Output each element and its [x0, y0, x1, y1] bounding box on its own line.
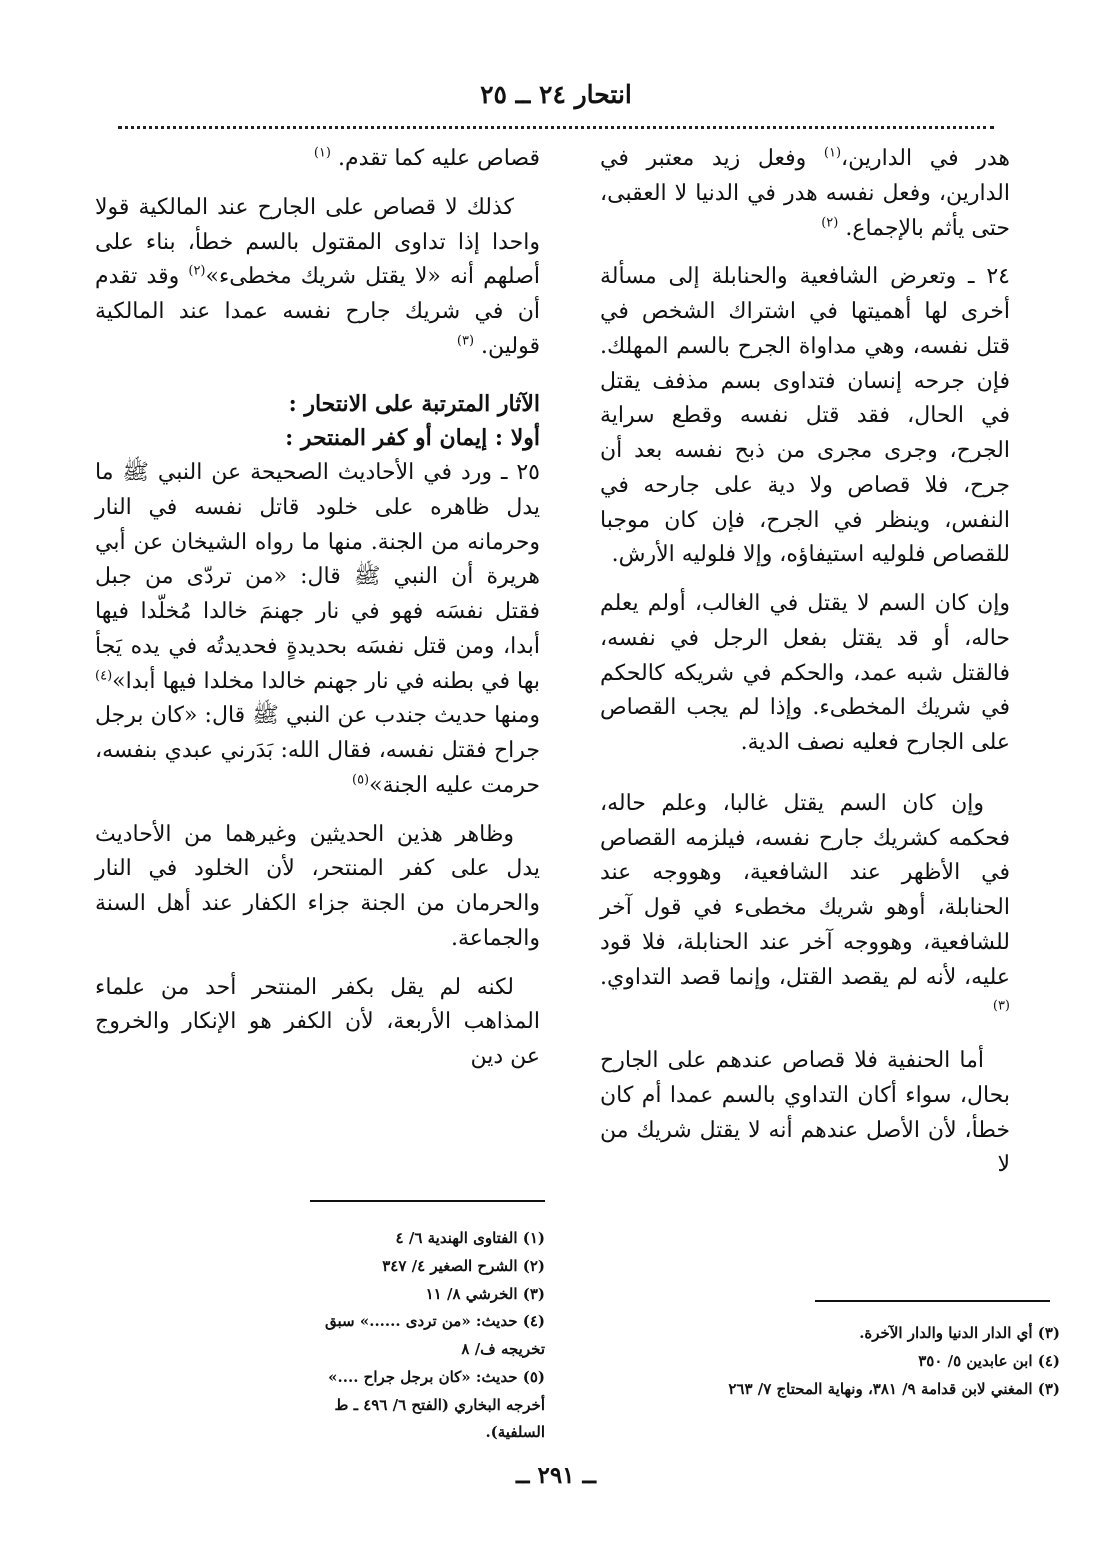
- paragraph: لكنه لم يقل بكفر المنتحر أحد من علماء المذاهب الأربعة، لأن الكفر هو الإنكار والخروج عن دين: [95, 974, 540, 1069]
- paragraph: وإن كان السم يقتل غالبا، وعلم حاله، فحكمه كشريك جارح نفسه، فيلزمه القصاص في الأظهر عند الشافعية، وهووجه عند الحنابلة، أوهو شريك مخطىء في قول آخر للشافعية، وهووجه آخر عند الحنابلة، فلا قود عليه، لأنه لم يقصد القتل، وإنما قصد التداوي. $^{(٣)}$: [600, 790, 1010, 1014]
- footnote-ref: (٤): [95, 668, 113, 684]
- footnote-rule-left: [310, 1200, 545, 1202]
- footnotes-right: [655, 1320, 1060, 1403]
- section-heading: الآثار المترتبة على الانتحار :: [288, 390, 540, 417]
- footnotes-left: [320, 1225, 545, 1447]
- paragraph: وظاهر هذين الحديثين وغيرهما من الأحاديث يدل على كفر المنتحر، لأن الخلود في النار والحرمان من الجنة جزاء الكفار عند أهل السنة والجماعة.: [95, 821, 540, 951]
- left-column: [95, 142, 540, 1089]
- footnote: (٤) حديث: «من تردى ......» سبق تخريجه ف/ ٨: [325, 1312, 545, 1358]
- paragraph: هدر في الدارين،$^{(١)}$ وفعل زيد معتبر في الدارين، وفعل نفسه هدر في الدنيا لا العقبى، حتى يأثم بالإجماع. $^{(٢)}$: [600, 145, 1011, 241]
- footnote-ref: (٣): [992, 998, 1010, 1014]
- header-dotted-rule: [118, 126, 994, 129]
- right-column: [600, 142, 1010, 1197]
- footnote: (١) الفتاوى الهندية ٦/ ٤: [395, 1229, 545, 1247]
- footnote: (٣) المغني لابن قدامة ٩/ ٣٨١، ونهاية المحتاج ٧/ ٢٦٣: [728, 1379, 1060, 1398]
- footnote-ref: (١): [313, 145, 331, 161]
- subsection-heading: أولا : إيمان أو كفر المنتحر :: [285, 425, 540, 452]
- footnote: (٢) الشرح الصغير ٤/ ٣٤٧: [382, 1256, 545, 1275]
- page-number: ــ ٢٩١ ــ: [515, 1462, 597, 1489]
- footnote-ref: (٢): [188, 263, 206, 279]
- running-header: انتحار ٢٤ ــ ٢٥: [480, 80, 632, 109]
- footnote-rule-right: [815, 1300, 1050, 1302]
- footnote-ref: (٢): [821, 215, 839, 231]
- paragraph-24: ٢٤ ـ وتعرض الشافعية والحنابلة إلى مسألة أخرى لها أهميتها في اشتراك الشخص في قتل نفسه، وهي مداواة الجرح بالسم المهلك. فإن جرحه إنسان فتداوى بسم مذفف يقتل في الحال، فقد قتل نفسه وقطع سراية الجرح، وجرى مجرى من ذبح نفسه بعد أن جرح، فلا قصاص ولا دية على جارحه في النفس، وينظر في الجرح، فإن كان موجبا للقصاص فلوليه استيفاؤه، وإلا فلوليه الأرش.: [600, 264, 1010, 568]
- paragraph: كذلك لا قصاص على الجارح عند المالكية قولا واحدا إذا تداوى المقتول بالسم خطأ، بناء على أصلهم أنه «لا يقتل شريك مخطىء»$^{(٢)}$ وقد تقدم أن في شريك جارح نفسه عمدا عند المالكية قولين. $^{(٣)}$: [95, 194, 540, 359]
- paragraph: قصاص عليه كما تقدم. $^{(١)}$: [313, 145, 540, 171]
- paragraph-25: ٢٥ ـ ورد في الأحاديث الصحيحة عن النبي ﷺ ما يدل ظاهره على خلود قاتل نفسه في النار وحرمانه من الجنة. منها ما رواه الشيخان عن أبي هريرة أن النبي ﷺ قال: «من تردّى من جبل فقتل نفسَه فهو في نار جهنمَ خالدا مُخلّدا فيها أبدا، ومن قتل نفسَه بحديدةٍ فحديدتُه في يده يَجأ بها في بطنه في نار جهنم خالدا مخلدا فيها أبدا»$^{(٤)}$ ومنها حديث جندب عن النبي ﷺ قال: «كان برجل جراح فقتل نفسه، فقال الله: بَدَرني عبدي بنفسه، حرمت عليه الجنة»$^{(٥)}$: [95, 460, 540, 798]
- footnote-ref: (١): [823, 145, 842, 161]
- footnote: (٣) أي الدار الدنيا والدار الآخرة.: [859, 1324, 1060, 1342]
- footnote-ref: (٣): [456, 333, 475, 349]
- paragraph: وإن كان السم لا يقتل في الغالب، أولم يعلم حاله، أو قد يقتل بفعل الرجل في نفسه، فالقتل شبه عمد، والحكم في شريكه كالحكم في شريك المخطىء. وإذا لم يجب القصاص على الجارح فعليه نصف الدية.: [600, 591, 1010, 755]
- paragraph: أما الحنفية فلا قصاص عندهم على الجارح بحال، سواء أكان التداوي بالسم عمدا أم كان خطأ، لأن الأصل عندهم أنه لا يقتل شريك من لا: [600, 1048, 1010, 1178]
- footnote: (٣) الخرشي ٨/ ١١: [425, 1284, 545, 1303]
- footnote-ref: (٥): [351, 772, 370, 788]
- footnote: (٥) حديث: «كان برجل جراح ....» أخرجه البخاري (الفتح ٦/ ٤٩٦ ـ ط السلفية).: [328, 1367, 545, 1442]
- footnote: (٤) ابن عابدين ٥/ ٣٥٠: [918, 1351, 1060, 1370]
